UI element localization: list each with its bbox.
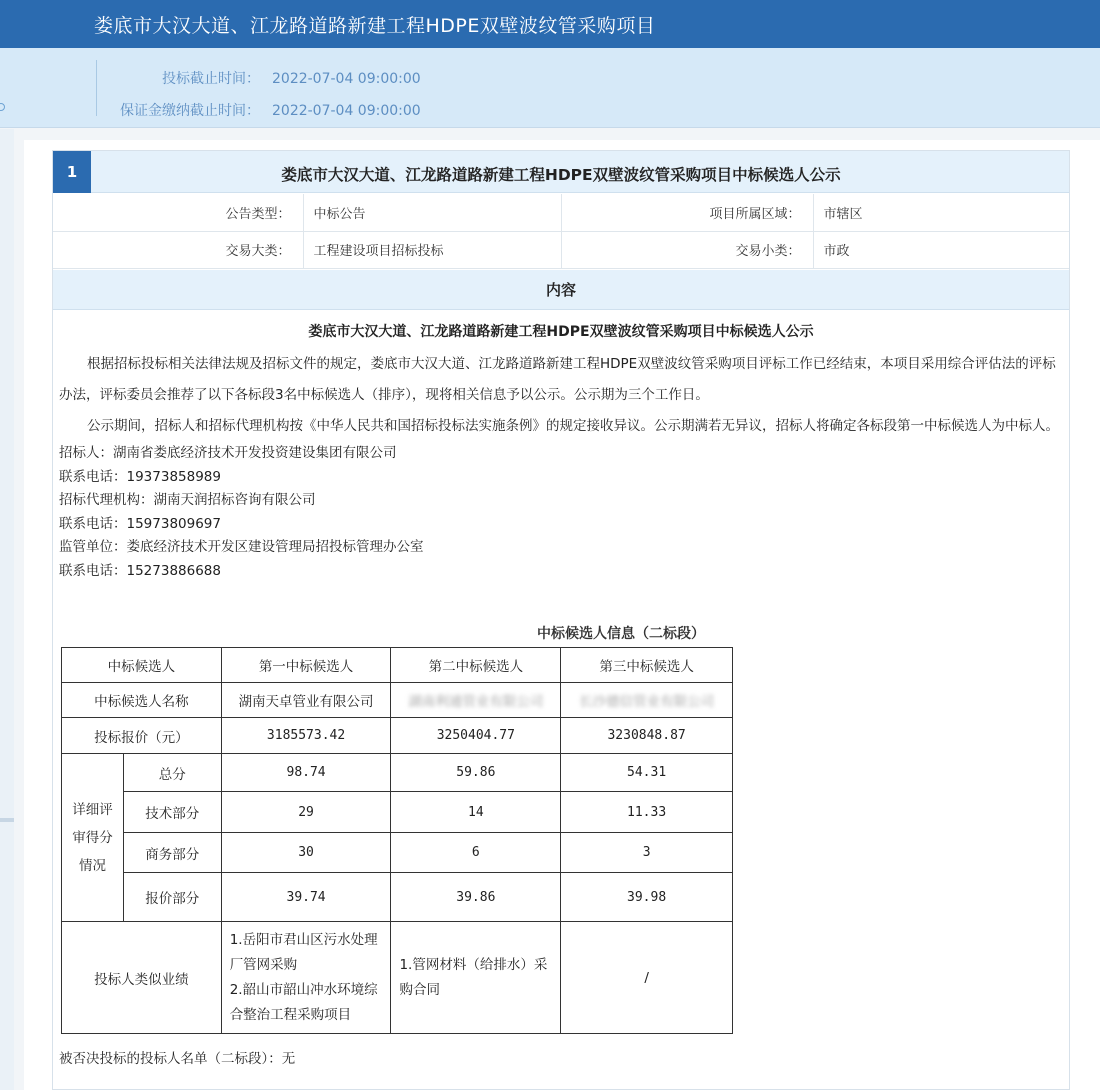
score-value: 39.98 [561,873,733,922]
candidates-table [61,647,733,1034]
score-value: 98.74 [221,754,391,792]
meta-table [53,194,1069,269]
announcement-type-value: 中标公告 [303,194,561,231]
table-row [62,833,733,873]
main-panel [24,140,1100,1090]
score-value: 39.74 [221,873,391,922]
table-row [62,873,733,922]
content-heading: 内容 [53,270,1069,310]
table-header-cell: 第一中标候选人 [221,648,391,683]
score-value: 29 [221,792,391,833]
supervisor-line: 监管单位：娄底经济技术开发区建设管理局招投标管理办公室 [59,539,424,555]
score-value: 54.31 [561,754,733,792]
meta-row [53,194,1069,231]
score-value: 14 [391,792,561,833]
trade-major-label: 交易大类： [53,231,303,268]
performance-cell: / [561,922,733,1034]
score-label: 商务部分 [123,833,221,873]
meta-row [53,231,1069,268]
contact-info [59,442,1063,583]
announcement-type-label: 公告类型： [53,194,303,231]
row-label: 中标候选人名称 [62,683,222,718]
score-value: 3 [561,833,733,873]
candidates-table-title: 中标候选人信息（二标段） [537,626,705,642]
tenderer-line: 招标人：湖南省娄底经济技术开发投资建设集团有限公司 [59,445,397,461]
supervisor-phone-line: 联系电话：15273886688 [59,562,221,579]
rejected-bidders-line: 被否决投标的投标人名单（二标段）：无 [59,1051,296,1067]
left-gutter [0,129,14,1090]
divider [96,60,97,116]
section-header [53,151,1069,193]
deposit-deadline-row [100,100,421,120]
page-title: 娄底市大汉大道、江龙路道路新建工程HDPE双壁波纹管采购项目 [94,15,656,37]
announcement-frame [52,150,1070,1090]
table-row [62,683,733,718]
deadline-panel [0,48,1100,128]
page-header [0,0,1100,48]
bid-deadline-row [100,68,421,88]
scroll-marker [0,818,14,822]
score-value: 11.33 [561,792,733,833]
trade-minor-label: 交易小类： [561,231,813,268]
content-body [59,321,1063,583]
tenderer-phone-line: 联系电话：19373858989 [59,468,221,485]
table-row [62,754,733,792]
score-label: 总分 [123,754,221,792]
agency-line: 招标代理机构：湖南天润招标咨询有限公司 [59,492,316,508]
bid-price: 3250404.77 [391,718,561,754]
row-label: 投标人类似业绩 [62,922,222,1034]
section-number-badge: 1 [53,151,91,193]
bid-deadline-label: 投标截止时间： [162,71,260,87]
trade-minor-value: 市政 [813,231,1069,268]
deposit-deadline-label: 保证金缴纳截止时间： [120,103,260,119]
score-value: 59.86 [391,754,561,792]
content-title: 娄底市大汉大道、江龙路道路新建工程HDPE双壁波纹管采购项目中标候选人公示 [308,324,814,340]
project-area-label: 项目所属区域： [561,194,813,231]
redacted-text: 湖南利通管业有限公司 [408,694,544,710]
score-value: 39.86 [391,873,561,922]
table-row [62,792,733,833]
bid-price: 3230848.87 [561,718,733,754]
candidate-name: 湖南天卓管业有限公司 [221,683,391,718]
table-header-cell: 中标候选人 [62,648,222,683]
bid-deadline-value: 2022-07-04 09:00:00 [272,71,421,87]
table-header-cell: 第三中标候选人 [561,648,733,683]
detail-score-label: 详细评审得分情况 [62,754,124,922]
timeline-dot-icon [0,103,5,111]
agency-phone-line: 联系电话：15973809697 [59,515,221,532]
performance-cell: 1.管网材料（给排水）采购合同 [391,922,561,1034]
performance-cell: 1.岳阳市君山区污水处理厂管网采购 2.韶山市韶山冲水环境综合整治工程采购项目 [221,922,391,1034]
section-title: 娄底市大汉大道、江龙路道路新建工程HDPE双壁波纹管采购项目中标候选人公示 [281,166,841,184]
score-value: 6 [391,833,561,873]
content-paragraph: 公示期间，招标人和招标代理机构按《中华人民共和国招标投标法实施条例》的规定接收异议。公示期满若无异议，招标人将确定各标段第一中标候选人为中标人。 [87,418,1059,434]
table-header-cell: 第二中标候选人 [391,648,561,683]
trade-major-value: 工程建设项目招标投标 [303,231,561,268]
table-row [62,922,733,1034]
project-area-value: 市辖区 [813,194,1069,231]
deposit-deadline-value: 2022-07-04 09:00:00 [272,103,421,119]
row-label: 投标报价（元） [62,718,222,754]
score-value: 30 [221,833,391,873]
table-row [62,718,733,754]
content-paragraph: 根据招标投标相关法律法规及招标文件的规定，娄底市大汉大道、江龙路道路新建工程HDPE双壁波纹管采购项目评标工作已经结束，本项目采用综合评估法的评标办法，评标委员会推荐了以下各标段3名中标候选人（排序），现将相关信息予以公示。公示期为三个工作日。 [59,356,1056,403]
candidate-name [561,683,733,718]
candidate-name [391,683,561,718]
score-label: 报价部分 [123,873,221,922]
score-label: 技术部分 [123,792,221,833]
redacted-text: 长沙德信管业有限公司 [579,694,715,710]
bid-price: 3185573.42 [221,718,391,754]
table-row [62,648,733,683]
